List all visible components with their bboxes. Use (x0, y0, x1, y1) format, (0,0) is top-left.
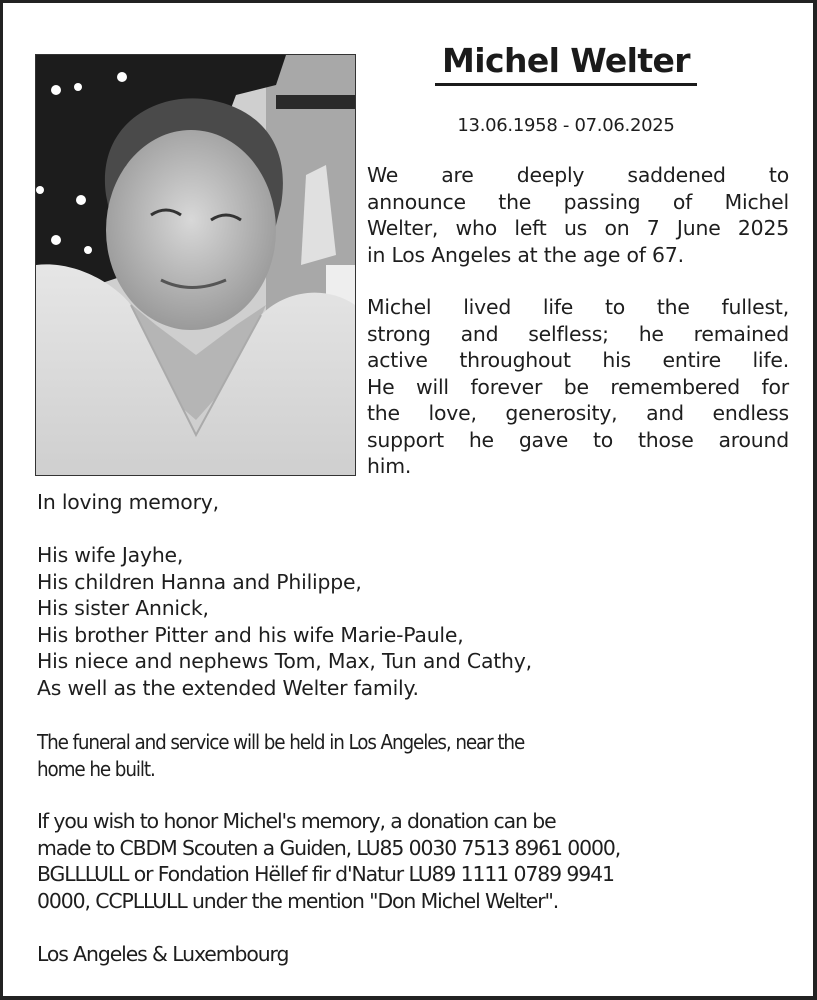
donation-line: 0000, CCPLLULL under the mention "Don Michel Welter". (37, 888, 559, 913)
family-member-line: His wife Jayhe, (37, 543, 184, 567)
life-dates: 13.06.1958 - 07.06.2025 (457, 115, 675, 136)
in-memory-text: In loving memory, (37, 490, 219, 514)
family-member-line: His brother Pitter and his wife Marie-Paule, (37, 622, 464, 647)
funeral-line: The funeral and service will be held in Los Angeles, near the (37, 730, 525, 754)
family-list (37, 542, 797, 701)
donation-line: BGLLLULL or Fondation Hëllef fir d'Natur LU89 1111 0789 9941 (37, 862, 614, 886)
place-text: Los Angeles & Luxembourg (37, 942, 289, 966)
donation-info (37, 808, 797, 914)
donation-line: made to CBDM Scouten a Guiden, LU85 0030 7513 8961 0000, (37, 835, 621, 860)
intro-line: Welter, who left us on 7 June 2025 (367, 216, 789, 240)
portrait-photo (35, 54, 356, 476)
intro-line: We are deeply saddened to (367, 163, 789, 187)
intro-line: announce the passing of Michel (367, 189, 789, 214)
deceased-name-heading: Michel Welter (435, 41, 697, 86)
life-line: the love, generosity, and endless (367, 401, 789, 425)
donation-line: If you wish to honor Michel's memory, a donation can be (37, 809, 556, 833)
family-member-line: His niece and nephews Tom, Max, Tun and Cathy, (37, 649, 532, 673)
intro-line: in Los Angeles at the age of 67. (367, 242, 684, 267)
life-line: him. (367, 454, 412, 478)
in-memory-line (37, 489, 797, 516)
life-line: He will forever be remembered for (367, 374, 789, 399)
life-line: active throughout his entire life. (367, 348, 789, 372)
life-paragraph (367, 294, 789, 480)
life-line: support he gave to those around (367, 427, 789, 452)
family-member-line: His sister Annick, (37, 596, 209, 620)
family-member-line: His children Hanna and Philippe, (37, 569, 362, 594)
family-member-line: As well as the extended Welter family. (37, 675, 419, 700)
funeral-line: home he built. (37, 756, 155, 781)
portrait-photo-icon (36, 55, 355, 475)
place-line (37, 941, 797, 968)
life-line: Michel lived life to the fullest, (367, 295, 789, 319)
life-line: strong and selfless; he remained (367, 321, 789, 346)
intro-paragraph (367, 162, 789, 268)
funeral-info (37, 729, 797, 782)
